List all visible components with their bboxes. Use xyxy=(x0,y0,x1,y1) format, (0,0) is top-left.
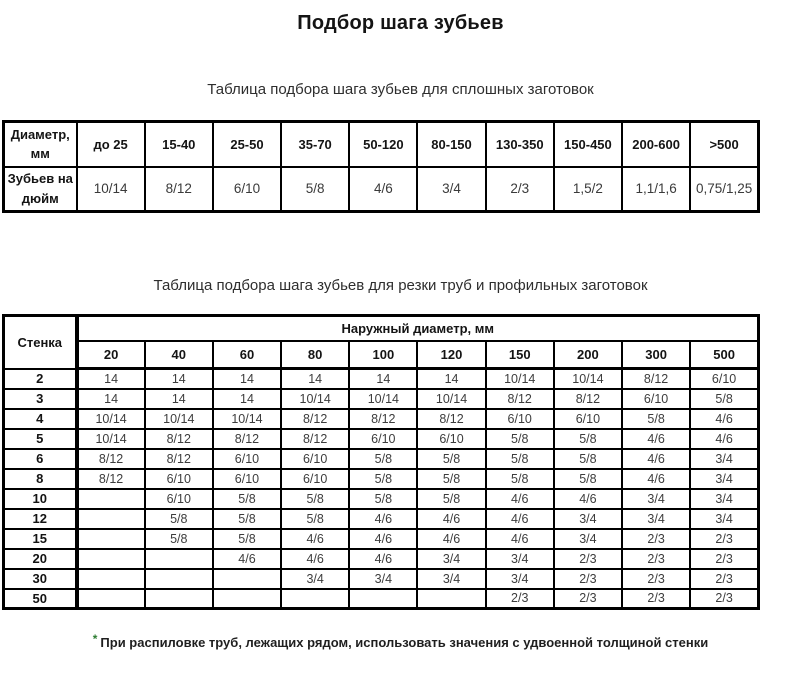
column-header: 40 xyxy=(145,341,213,369)
table-cell: 2/3 xyxy=(622,529,690,549)
table-cell: 3/4 xyxy=(690,489,758,509)
table-cell: 6/10 xyxy=(281,449,349,469)
table-cell: 5/8 xyxy=(622,409,690,429)
table-cell: 5/8 xyxy=(486,429,554,449)
table-cell: 4/6 xyxy=(554,489,622,509)
table-cell: 3/4 xyxy=(349,569,417,589)
table-cell: 4/6 xyxy=(417,529,485,549)
table-cell: 14 xyxy=(349,369,417,389)
row-header: 8 xyxy=(4,469,77,489)
table-cell: 3/4 xyxy=(622,509,690,529)
column-header: 130-350 xyxy=(486,122,554,167)
column-header: 20 xyxy=(77,341,145,369)
table-cell: 3/4 xyxy=(690,469,758,489)
table-cell: 5/8 xyxy=(554,469,622,489)
table-cell: 3/4 xyxy=(622,489,690,509)
column-header: 15-40 xyxy=(145,122,213,167)
table-cell: 4/6 xyxy=(281,549,349,569)
column-header: 25-50 xyxy=(213,122,281,167)
table-cell: 3/4 xyxy=(554,529,622,549)
table-cell: 5/8 xyxy=(349,449,417,469)
table-cell: 8/12 xyxy=(281,429,349,449)
column-header: 50-120 xyxy=(349,122,417,167)
table-cell: 5/8 xyxy=(213,489,281,509)
table-cell: 3/4 xyxy=(690,509,758,529)
table-cell: 8/12 xyxy=(417,409,485,429)
table2-caption: Таблица подбора шага зубьев для резки труб и профильных заготовок xyxy=(153,277,648,294)
table-cell: 2/3 xyxy=(622,589,690,609)
table-cell: 2/3 xyxy=(690,589,758,609)
table-row xyxy=(4,569,759,589)
table-cell: 4/6 xyxy=(690,429,758,449)
table-cell: 5/8 xyxy=(486,449,554,469)
row-header: Зубьев на дюйм xyxy=(4,167,77,212)
table-cell: 10/14 xyxy=(77,409,145,429)
table-cell: 5/8 xyxy=(554,429,622,449)
table-cell: 1,5/2 xyxy=(554,167,622,212)
table-cell: 14 xyxy=(213,369,281,389)
table-cell: 10/14 xyxy=(77,167,145,212)
table-cell: 4/6 xyxy=(622,429,690,449)
table-cell: 5/8 xyxy=(486,469,554,489)
table-cell: 2/3 xyxy=(690,569,758,589)
table-cell: 14 xyxy=(213,389,281,409)
column-header: 200-600 xyxy=(622,122,690,167)
column-header: до 25 xyxy=(77,122,145,167)
table-row xyxy=(4,369,759,389)
table-cell: 14 xyxy=(77,369,145,389)
table-row xyxy=(4,122,759,167)
page-title: Подбор шага зубьев xyxy=(297,12,504,34)
table-cell: 4/6 xyxy=(349,529,417,549)
table-cell: 14 xyxy=(281,369,349,389)
table-row xyxy=(4,589,759,609)
table-cell: 6/10 xyxy=(281,469,349,489)
table-cell: 2/3 xyxy=(690,529,758,549)
table-cell: 14 xyxy=(145,389,213,409)
table-cell: 5/8 xyxy=(281,489,349,509)
table-cell: 14 xyxy=(145,369,213,389)
row-header: 2 xyxy=(4,369,77,389)
table-row xyxy=(4,341,759,369)
column-header: 100 xyxy=(349,341,417,369)
table-cell: 10/14 xyxy=(281,389,349,409)
row-header: 12 xyxy=(4,509,77,529)
pipe-profile-table xyxy=(2,314,760,610)
column-header: 150 xyxy=(486,341,554,369)
table-row xyxy=(4,449,759,469)
table-cell: 5/8 xyxy=(554,449,622,469)
column-header: 80-150 xyxy=(417,122,485,167)
table-cell: 6/10 xyxy=(145,489,213,509)
row-header: 20 xyxy=(4,549,77,569)
table-cell: 10/14 xyxy=(417,389,485,409)
row-header: 50 xyxy=(4,589,77,609)
table-row xyxy=(4,316,759,341)
table1-caption: Таблица подбора шага зубьев для сплошных заготовок xyxy=(207,81,594,98)
table-cell: 6/10 xyxy=(486,409,554,429)
column-header: >500 xyxy=(690,122,758,167)
table-row xyxy=(4,429,759,449)
table-cell: 5/8 xyxy=(417,469,485,489)
table-cell: 2/3 xyxy=(554,569,622,589)
table-cell: 3/4 xyxy=(690,449,758,469)
table-cell: 8/12 xyxy=(145,429,213,449)
table-cell xyxy=(77,529,145,549)
table-cell: 8/12 xyxy=(622,369,690,389)
table-cell: 2/3 xyxy=(486,589,554,609)
table-cell: 5/8 xyxy=(213,509,281,529)
row-header: 15 xyxy=(4,529,77,549)
table-cell: 6/10 xyxy=(213,469,281,489)
column-header: 150-450 xyxy=(554,122,622,167)
column-header: 80 xyxy=(281,341,349,369)
table-cell: 10/14 xyxy=(77,429,145,449)
solid-workpiece-table xyxy=(2,120,760,213)
corner-header: Стенка xyxy=(4,316,77,369)
table-cell: 1,1/1,6 xyxy=(622,167,690,212)
table-cell: 5/8 xyxy=(690,389,758,409)
table-cell: 5/8 xyxy=(417,449,485,469)
table-cell: 10/14 xyxy=(213,409,281,429)
table-row xyxy=(4,529,759,549)
table-cell xyxy=(281,589,349,609)
table-cell: 8/12 xyxy=(554,389,622,409)
table-cell xyxy=(213,589,281,609)
row-header: 10 xyxy=(4,489,77,509)
row-header: 5 xyxy=(4,429,77,449)
table-cell: 8/12 xyxy=(77,449,145,469)
table-cell: 4/6 xyxy=(486,529,554,549)
table-cell xyxy=(145,549,213,569)
table-cell: 6/10 xyxy=(690,369,758,389)
table-cell: 6/10 xyxy=(622,389,690,409)
table-cell: 3/4 xyxy=(486,549,554,569)
column-header: 200 xyxy=(554,341,622,369)
table-cell: 0,75/1,25 xyxy=(690,167,758,212)
table-cell: 4/6 xyxy=(349,167,417,212)
table-cell: 3/4 xyxy=(417,549,485,569)
table-cell xyxy=(77,549,145,569)
table-row xyxy=(4,549,759,569)
footnote-text: При распиловке труб, лежащих рядом, использовать значения с удвоенной толщиной стенки xyxy=(100,635,709,650)
table-cell: 10/14 xyxy=(486,369,554,389)
group-header: Наружный диаметр, мм xyxy=(77,316,759,341)
table-cell xyxy=(77,489,145,509)
table-row xyxy=(4,167,759,212)
table-cell: 14 xyxy=(417,369,485,389)
column-header: 35-70 xyxy=(281,122,349,167)
footnote-asterisk: * xyxy=(92,632,98,646)
table-cell: 8/12 xyxy=(145,167,213,212)
table-row xyxy=(4,389,759,409)
table-row xyxy=(4,469,759,489)
table-cell: 4/6 xyxy=(690,409,758,429)
footnote xyxy=(0,632,801,650)
row-header: 3 xyxy=(4,389,77,409)
table-cell: 2/3 xyxy=(622,549,690,569)
table-cell: 4/6 xyxy=(281,529,349,549)
table-cell: 8/12 xyxy=(213,429,281,449)
table-cell: 6/10 xyxy=(213,167,281,212)
table-cell: 4/6 xyxy=(213,549,281,569)
table-cell: 3/4 xyxy=(281,569,349,589)
table-cell xyxy=(77,589,145,609)
table-cell: 6/10 xyxy=(145,469,213,489)
table-cell: 5/8 xyxy=(281,509,349,529)
table-cell: 2/3 xyxy=(554,589,622,609)
table-row xyxy=(4,489,759,509)
table-cell: 8/12 xyxy=(145,449,213,469)
column-header: 60 xyxy=(213,341,281,369)
table-cell xyxy=(417,589,485,609)
table-cell: 4/6 xyxy=(349,509,417,529)
table-cell: 5/8 xyxy=(213,529,281,549)
table-cell: 5/8 xyxy=(145,529,213,549)
table-row xyxy=(4,409,759,429)
row-header: 30 xyxy=(4,569,77,589)
table-cell: 3/4 xyxy=(486,569,554,589)
table-cell: 8/12 xyxy=(281,409,349,429)
row-header: Диаметр, мм xyxy=(4,122,77,167)
column-header: 500 xyxy=(690,341,758,369)
table-cell xyxy=(77,569,145,589)
table-cell xyxy=(77,509,145,529)
table-cell: 4/6 xyxy=(622,469,690,489)
column-header: 120 xyxy=(417,341,485,369)
table-cell: 10/14 xyxy=(349,389,417,409)
table-cell: 6/10 xyxy=(213,449,281,469)
table-cell: 6/10 xyxy=(349,429,417,449)
table-cell: 5/8 xyxy=(349,469,417,489)
table-cell xyxy=(145,569,213,589)
row-header: 6 xyxy=(4,449,77,469)
table-cell: 2/3 xyxy=(486,167,554,212)
table-cell: 8/12 xyxy=(77,469,145,489)
table-cell: 5/8 xyxy=(349,489,417,509)
table-cell: 4/6 xyxy=(417,509,485,529)
table-cell: 4/6 xyxy=(486,489,554,509)
table-cell: 2/3 xyxy=(690,549,758,569)
table-cell: 8/12 xyxy=(486,389,554,409)
table-cell: 3/4 xyxy=(554,509,622,529)
pipe-table-body xyxy=(4,369,759,609)
table-cell: 8/12 xyxy=(349,409,417,429)
table-cell: 6/10 xyxy=(554,409,622,429)
page xyxy=(0,12,801,650)
table-cell: 2/3 xyxy=(622,569,690,589)
table-cell xyxy=(349,589,417,609)
table-cell xyxy=(145,589,213,609)
table-row xyxy=(4,509,759,529)
table-cell: 5/8 xyxy=(417,489,485,509)
table-cell: 4/6 xyxy=(486,509,554,529)
table-cell: 3/4 xyxy=(417,167,485,212)
row-header: 4 xyxy=(4,409,77,429)
table-cell: 3/4 xyxy=(417,569,485,589)
table-cell: 5/8 xyxy=(145,509,213,529)
table-cell: 5/8 xyxy=(281,167,349,212)
table-cell: 4/6 xyxy=(622,449,690,469)
table-cell: 10/14 xyxy=(554,369,622,389)
table-cell: 2/3 xyxy=(554,549,622,569)
table-cell: 10/14 xyxy=(145,409,213,429)
table-cell: 6/10 xyxy=(417,429,485,449)
table-cell: 14 xyxy=(77,389,145,409)
column-header: 300 xyxy=(622,341,690,369)
table-cell: 4/6 xyxy=(349,549,417,569)
table-cell xyxy=(213,569,281,589)
